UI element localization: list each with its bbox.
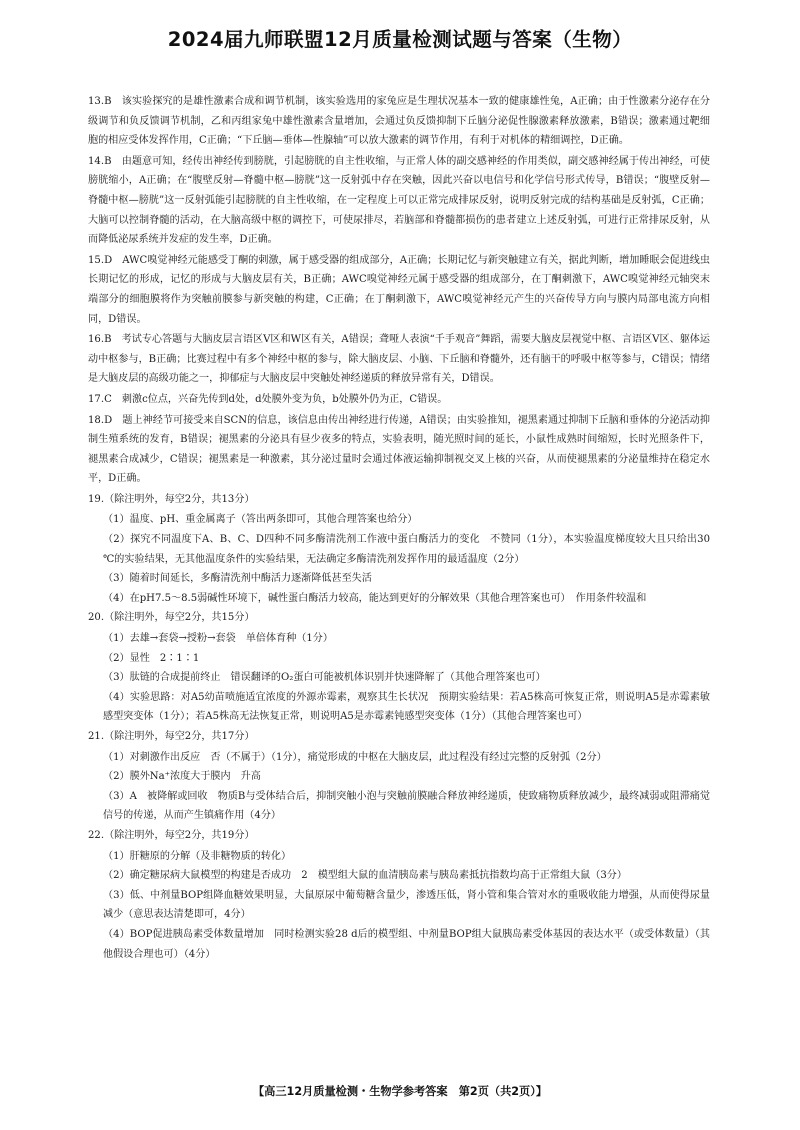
answer-choice: D (104, 414, 113, 426)
answer-explanation: 考试专心答题与大脑皮层言语区V区和W区有关，A错误；聋哑人表演“千手观音”舞蹈，需要大脑皮层视觉中枢、言语区V区、躯体运动中枢参与，B正确；比赛过程中有多个神经中枢的参与，除大脑皮层、小脑、下丘脑和脊髓外，还有脑干的呼吸中枢等参与，C错误；情绪是大脑皮层的高级功能之一，抑郁症与大脑皮层中突触处神经递质的释放异常有关，D错误。 (88, 334, 711, 385)
question-number: 14. (88, 155, 105, 167)
sub-answer: （2）探究不同温度下A、B、C、D四种不同多酶清洗剂工作液中蛋白酶活力的变化 不赞同（1分），本实验温度梯度较大且只给出30 ℃的实验结果，无其他温度条件的实验结果，无法确定多酶清洗剂发挥作用的最适温度（2分） (103, 534, 710, 565)
answer-choice: B (104, 155, 112, 167)
sub-answer: （2）确定糖尿病大鼠模型的构建是否成功 2 模型组大鼠的血清胰岛素与胰岛素抵抗指数均高于正常组大鼠（3分） (103, 870, 627, 882)
question-number: 15. (88, 254, 105, 266)
answer-choice: B (104, 334, 112, 346)
answer-item (88, 330, 710, 389)
page-footer: 【高三12月质量检测・生物学参考答案 第2页（共2页）】 (252, 1085, 548, 1098)
document-title: 2024届九师联盟12月质量检测试题与答案（生物） (167, 28, 633, 51)
sub-answer: （2）显性 2∶1∶1 (103, 652, 200, 664)
sub-answer: （3）A 被降解或回收 物质B与受体结合后，抑制突触小泡与突触前膜融合释放神经递质，使致痛物质释放减少，最终减弱或阻滞痛觉信号的传递，从而产生镇痛作用（4分） (103, 790, 710, 822)
question-number: 17. (88, 393, 105, 405)
sub-answer: （3）低、中剂量BOP组降血糖效果明显，大鼠原尿中葡萄糖含量少，渗透压低，肾小管和集合管对水的重吸收能力增强，从而使得尿量减少（意思表达清楚即可，4分） (103, 889, 710, 921)
question-number: 18. (88, 414, 105, 426)
answer-item (88, 92, 710, 151)
answer-item (88, 490, 710, 510)
sub-answer: （3）随着时间延长，多酶清洗剂中酶活力逐渐降低甚至失活 (103, 573, 372, 585)
answer-explanation: 刺激c位点，兴奋先传到d处，d处膜外变为负，b处膜外仍为正，C错误。 (121, 393, 448, 405)
sub-answer: （2）膜外Na⁺浓度大于膜内 升高 (103, 771, 261, 783)
answer-explanation: （除注明外，每空2分，共17分） (104, 731, 255, 742)
answer-item (88, 727, 710, 747)
answer-explanation: （除注明外，每空2分，共15分） (104, 612, 255, 624)
answer-item (88, 411, 710, 489)
answer-choice: B (104, 96, 112, 107)
answer-item (88, 251, 710, 329)
answer-explanation: 由题意可知，经传出神经传到膀胱，引起膀胱的自主性收缩，与正常人体的副交感神经的作用类似，副交感神经属于传出神经，可使膀胱缩小，A正确；在“腹壁反射—脊髓中枢—膀胱”这一反射弧中存在突触，因此兴奋以电信号和化学信号形式传导，B错误；“腹壁反射—脊髓中枢—膀胱”这一反射弧能引起膀胱的自主性收缩，在一定程度上可以正常完成排尿反射，说明反射完成的结构基础是反射弧，C正确；大脑可以控制脊髓的活动，在大脑高级中枢的调控下，可使尿排尽，若脑部和脊髓都损伤的患者建立上述反射弧，可进行正常排尿反射，从而降低泌尿系统并发症的发生率，D正确。 (88, 155, 711, 246)
answer-list (88, 92, 710, 964)
sub-answer: （4）实验思路：对A5幼苗喷施适宜浓度的外源赤霉素，观察其生长状况 预期实验结果：若A5株高可恢复正常，则说明A5是赤霉素敏感型突变体（1分）；若A5株高无法恢复正常，则说明A5是赤霉素钝感型突变体（1分）（其他合理答案也可） (103, 691, 710, 723)
sub-answer: （1）去雄→套袋→授粉→套袋 单倍体育种（1分） (103, 633, 333, 645)
answer-item (88, 826, 710, 846)
answer-explanation: 题上神经节可接受来自SCN的信息，该信息由传出神经进行传递，A错误；由实验推知，褪黑素通过抑制下丘脑和垂体的分泌活动抑制生殖系统的发育，B错误；褪黑素的分泌具有昼少夜多的特点，实验表明，随光照时间的延长，小鼠性成熟时间缩短，长时光照条件下，褪黑素合成减少，C错误；褪黑素是一种激素，其分泌过量时会通过体液运输抑制视交叉上核的兴奋，从而使褪黑素的分泌量维持在稳定水平，D正确。 (88, 414, 711, 485)
question-number: 20. (88, 612, 105, 624)
question-number: 16. (88, 334, 105, 346)
sub-answer: （1）温度、pH、重金属离子（答出两条即可，其他合理答案也给分） (103, 514, 418, 526)
question-number: 19. (88, 493, 105, 505)
sub-answer: （1）对刺激作出反应 否（不属于）（1分），痛觉形成的中枢在大脑皮层，此过程没有经过完整的反射弧（2分） (103, 751, 607, 763)
question-number: 13. (88, 96, 105, 107)
answer-explanation: （除注明外，每空2分，共19分） (104, 829, 255, 841)
answer-item (88, 152, 710, 250)
answer-explanation: AWC嗅觉神经元能感受丁酮的刺激，属于感受器的组成部分，A正确；长期记忆与新突触建立有关，据此判断，增加睡眠会促进线虫长期记忆的形成，记忆的形成与大脑皮层有关，B正确；AWC嗅觉神经元属于感受器的组成部分，在丁酮刺激下，AWC嗅觉神经元轴突末端部分的细胞膜将作为突触前膜参与新突触的构建，C正确；在丁酮刺激下，AWC嗅觉神经元产生的兴奋传导方向与膜内局部电流方向相同，D错误。 (88, 254, 711, 325)
sub-answer: （4）BOP促进胰岛素受体数量增加 同时检测实验28 d后的模型组、中剂量BOP组大鼠胰岛素受体基因的表达水平（或受体数量）（其他假设合理也可）（4分） (103, 928, 710, 960)
answer-explanation: （除注明外，每空2分，共13分） (104, 493, 255, 505)
answer-choice: D (104, 254, 113, 266)
sub-answer: （4）在pH7.5～8.5弱碱性环境下，碱性蛋白酶活力较高，能达到更好的分解效果（其他合理答案也可） 作用条件较温和 (103, 592, 647, 604)
sub-answer: （3）肽链的合成提前终止 错误翻译的O₂蛋白可能被机体识别并快速降解了（其他合理答案也可） (103, 672, 546, 684)
answer-explanation: 该实验探究的是雄性激素合成和调节机制，该实验选用的家兔应是生理状况基本一致的健康雄性兔，A正确；由于性激素分泌存在分级调节和负反馈调节机制，乙和丙组家兔中雄性激素含量增加，会通过负反馈抑制下丘脑分泌促性腺激素释放激素，B错误；激素通过靶细胞的相应受体发挥作用，C正确；“下丘脑—垂体—性腺轴”可以放大激素的调节作用，有利于对机体的精细调控，D正确。 (88, 96, 710, 147)
answer-item (88, 390, 710, 410)
answer-item (88, 608, 710, 628)
answer-choice: C (104, 393, 112, 405)
question-number: 22. (88, 829, 105, 841)
question-number: 21. (88, 731, 105, 742)
sub-answer: （1）肝糖原的分解（及非糖物质的转化） (103, 850, 292, 862)
